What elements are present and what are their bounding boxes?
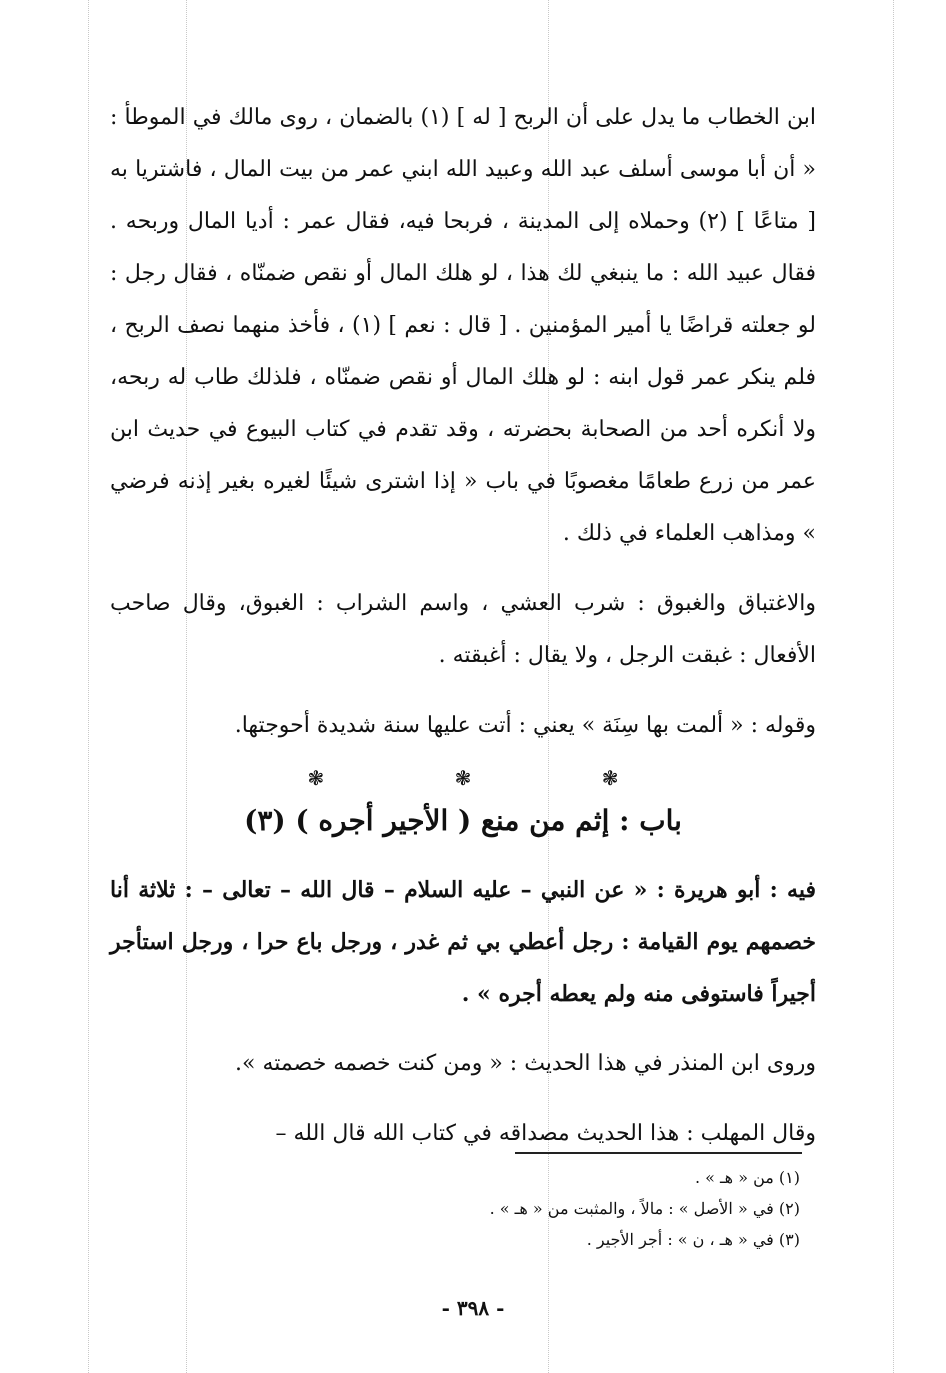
- paragraph-5: وقال المهلب : هذا الحديث مصداقه في كتاب الله قال الله –: [275, 1121, 816, 1146]
- paragraph-1: ابن الخطاب ما يدل على أن الربح [ له ] (١) بالضمان ، روى مالك في الموطأ : « أن أبا موسى أسلف عبد الله وعبيد الله ابني عمر من بيت المال ، فاشتريا به [ متاعًا ] (٢) وحملاه إلى المدينة ، فربحا فيه، فقال عمر : أديا المال وربحه . فقال عبيد الله : ما ينبغي لك هذا ، لو هلك المال أو نقص ضمنّاه ، فقال رجل : لو جعلته قراضًا يا أمير المؤمنين . [ قال : نعم ] (١) ، فأخذ منهما نصف الربح ، فلم ينكر عمر قول ابنه : لو هلك المال أو نقص ضمنّاه ، فلذلك طاب له ربحه، ولا أنكره أحد من الصحابة بحضرته ، وقد تقدم في كتاب البيوع في حديث ابن عمر من زرع طعامًا مغصوبًا في باب « إذا اشترى شيئًا لغيره بغير إذنه فرضي » ومذاهب العلماء في ذلك .: [110, 105, 817, 546]
- footnote-3: (٣) في « هـ ، ن » : أجر الأجير .: [586, 1230, 800, 1249]
- page-number: - ٣٩٨ -: [441, 1296, 505, 1320]
- paragraph-2: والاغتباق والغبوق : شرب العشي ، واسم الشراب : الغبوق، وقال صاحب الأفعال : غبقت الرجل ، ولا يقال : أغبقته .: [110, 591, 816, 668]
- section-separator: ❃ ❃ ❃: [307, 766, 681, 790]
- hadith-text: فيه : أبو هريرة : « عن النبي – عليه السلام – قال الله – تعالى – : ثلاثة أنا خصمهم يوم القيامة : رجل أعطي بي ثم غدر ، ورجل باع حرا ، ورجل استأجر أجيراً فاستوفى منه ولم يعطه أجره » .: [110, 877, 816, 1007]
- main-text: [110, 92, 816, 1160]
- scan-artifact-line: [893, 0, 894, 1373]
- scan-artifact-line: [88, 0, 89, 1373]
- footnote-separator: [515, 1152, 802, 1154]
- footnote-1: (١) من « هـ » .: [694, 1168, 800, 1187]
- paragraph-4: وروى ابن المنذر في هذا الحديث : « ومن كنت خصمه خصمته ».: [235, 1051, 816, 1076]
- paragraph-3: وقوله : « ألمت بها سِنَة » يعني : أتت عليها سنة شديدة أحوجتها.: [234, 713, 816, 738]
- footnote-2: (٢) في « الأصل » : مالاً ، والمثبت من « هـ » .: [489, 1199, 800, 1218]
- chapter-heading: باب : إثم من منع ( الأجير أجره ) (٣): [244, 804, 682, 837]
- footnotes: [110, 1162, 800, 1255]
